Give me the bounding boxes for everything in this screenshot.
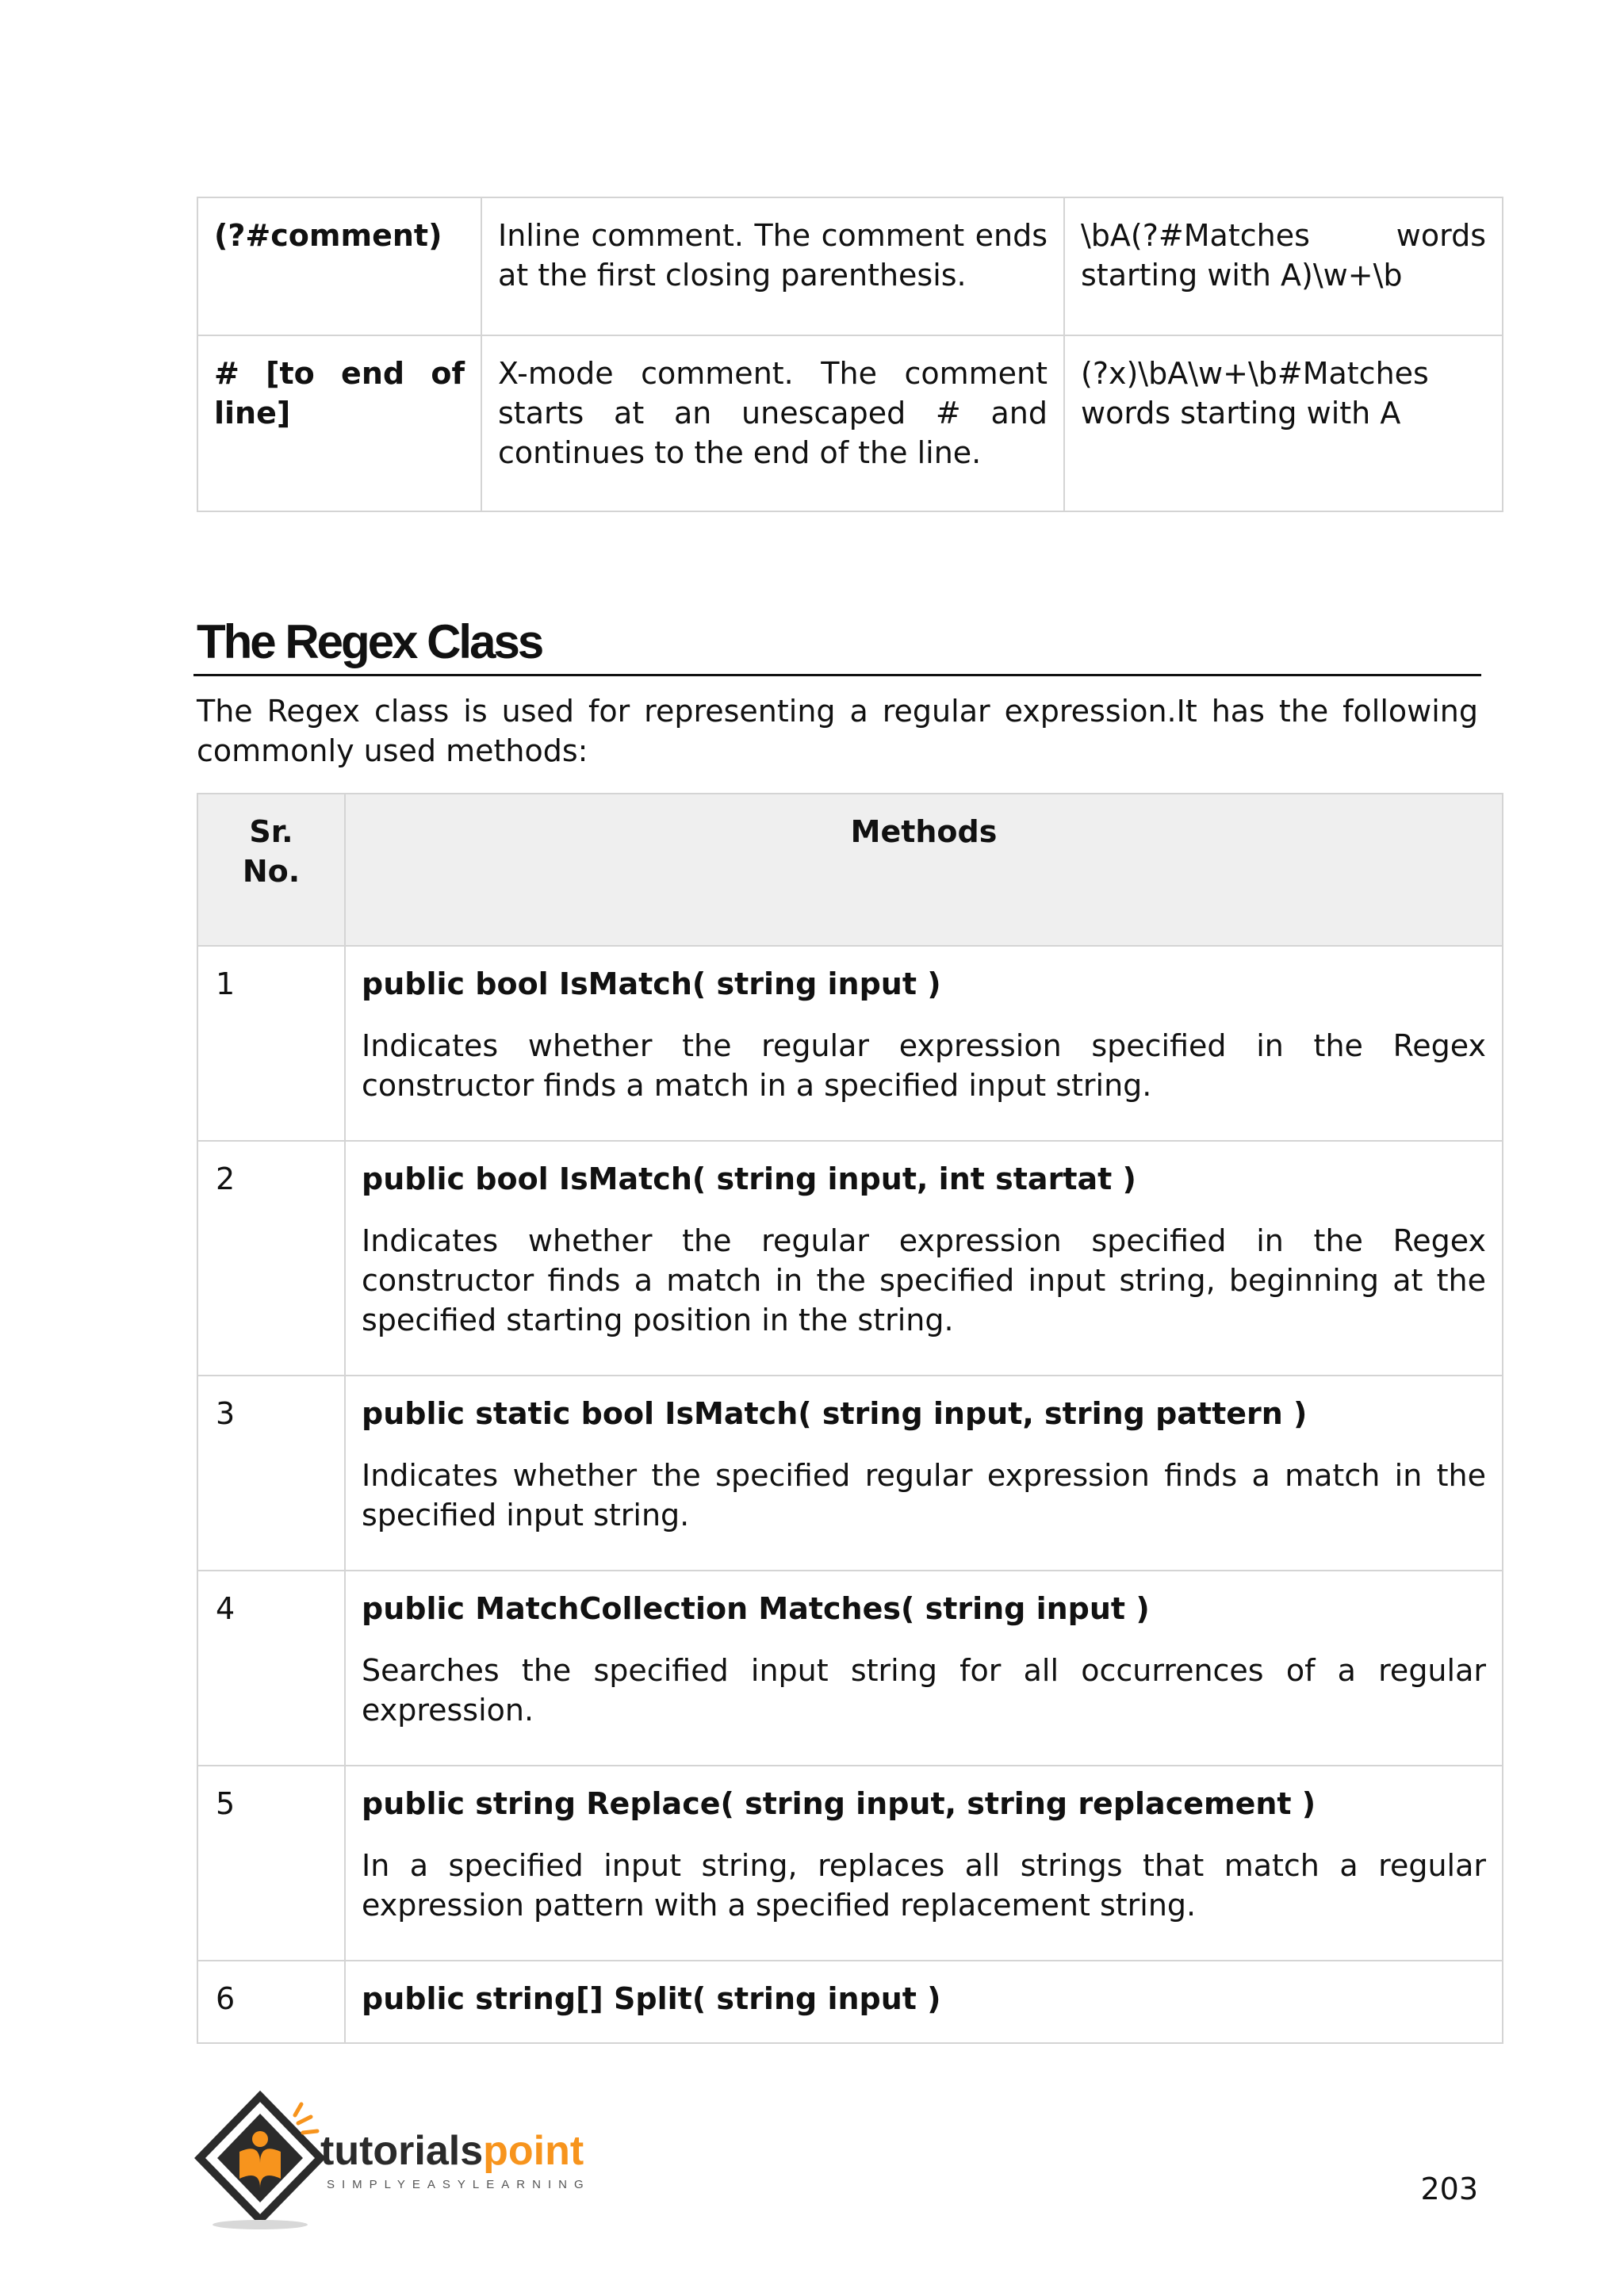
- row-number: 4: [197, 1571, 345, 1766]
- method-cell: [345, 946, 1503, 1141]
- logo-head-icon: [252, 2131, 268, 2147]
- table-header-row: [197, 794, 1503, 946]
- logo-word-tutorials: tutorials: [320, 2128, 484, 2174]
- heading-underline: [193, 674, 1481, 676]
- method-signature: public bool IsMatch( string input, int startat ): [362, 1161, 1136, 1196]
- tutorialspoint-logo: [193, 2090, 653, 2234]
- page-number: 203: [1420, 2172, 1478, 2206]
- logo-word-point: point: [483, 2128, 584, 2174]
- table-row: [197, 197, 1503, 335]
- table-row: [197, 1141, 1503, 1376]
- method-description: In a specified input string, replaces all strings that match a regular expression pattern with a specified replacement string.: [362, 1848, 1486, 1923]
- regex-constructs-table: [197, 197, 1503, 512]
- example-cell: \bA(?#Matches words starting with A)\w+\b: [1064, 197, 1503, 335]
- logo-rays-icon: [295, 2104, 317, 2133]
- row-number: 3: [197, 1376, 345, 1571]
- method-description: Indicates whether the specified regular expression finds a match in the specified input string.: [362, 1458, 1486, 1533]
- description-cell: Inline comment. The comment ends at the first closing parenthesis.: [481, 197, 1064, 335]
- method-description: Indicates whether the regular expression specified in the Regex constructor finds a match in a specified input string.: [362, 1028, 1486, 1103]
- row-number: 2: [197, 1141, 345, 1376]
- header-sr-no: [197, 794, 345, 946]
- table-row: [197, 335, 1503, 511]
- table-row: [197, 1961, 1503, 2043]
- method-description: Indicates whether the regular expression specified in the Regex constructor finds a match in the specified input string, beginning at the specified starting position in the string.: [362, 1223, 1486, 1337]
- example-cell: (?x)\bA\w+\b#Matches words starting with A: [1064, 335, 1503, 511]
- row-number: 1: [197, 946, 345, 1141]
- method-signature: public static bool IsMatch( string input, string pattern ): [362, 1396, 1308, 1431]
- logo-shadow: [213, 2220, 308, 2229]
- logo-wordmark: [320, 2128, 584, 2174]
- method-cell: [345, 1141, 1503, 1376]
- table-row: [197, 1376, 1503, 1571]
- row-number: 5: [197, 1766, 345, 1961]
- method-cell: [345, 1571, 1503, 1766]
- method-cell: [345, 1376, 1503, 1571]
- method-cell: [345, 1961, 1503, 2043]
- logo-tagline: SIMPLYEASYLEARNING: [327, 2178, 591, 2191]
- table-row: [197, 1766, 1503, 1961]
- methods-table: [197, 793, 1503, 2044]
- method-signature: public bool IsMatch( string input ): [362, 966, 941, 1001]
- method-signature: public string[] Split( string input ): [362, 1981, 941, 2016]
- header-methods: Methods: [345, 794, 1503, 946]
- table-row: [197, 946, 1503, 1141]
- method-description: Searches the specified input string for all occurrences of a regular expression.: [362, 1653, 1486, 1728]
- table-row: [197, 1571, 1503, 1766]
- section-intro: The Regex class is used for representing a regular expression.It has the following commonly used methods:: [197, 694, 1478, 768]
- construct-cell: (?#comment): [197, 197, 481, 335]
- method-cell: [345, 1766, 1503, 1961]
- method-signature: public MatchCollection Matches( string input ): [362, 1591, 1150, 1626]
- method-signature: public string Replace( string input, string replacement ): [362, 1786, 1316, 1821]
- row-number: 6: [197, 1961, 345, 2043]
- construct-cell: # [to end of line]: [197, 335, 481, 511]
- header-sr-no-label: Sr. No.: [242, 814, 301, 889]
- section-heading: The Regex Class: [197, 615, 542, 668]
- description-cell: X-mode comment. The comment starts at an unescaped # and continues to the end of the line.: [481, 335, 1064, 511]
